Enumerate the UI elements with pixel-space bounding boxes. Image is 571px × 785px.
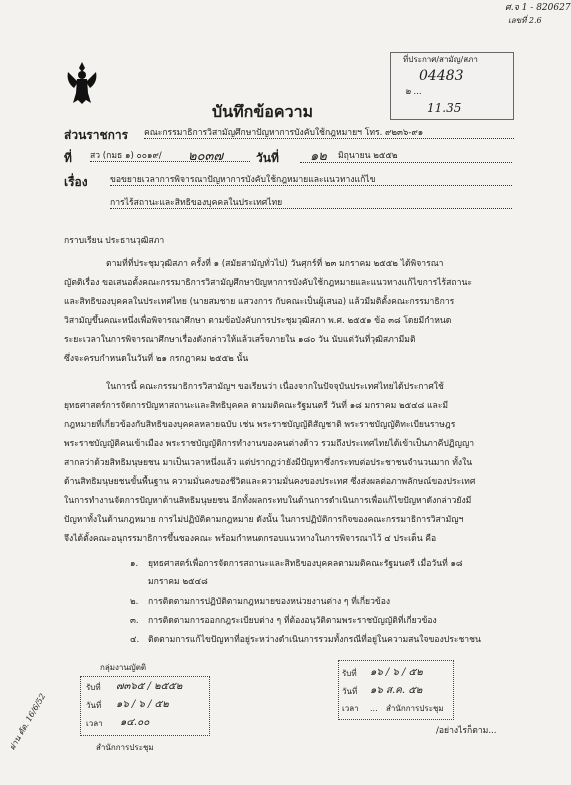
list-item: การติดตามการปฏิบัติตามกฎหมายของหน่วยงานต่าง ๆ ที่เกี่ยวข้อง [148,597,391,607]
department-label: ส่วนราชการ [64,128,129,142]
paragraph-line: กฎหมายที่เกี่ยวข้องกับสิทธิของบุคคลหลายฉบับ เช่น พระราชบัญญัติสัญชาติ พระราชบัญญัติทะเบียนราษฎร [64,420,456,430]
right-stamp-date-value: ๑๖ ส.ค. ๕๒ [370,685,423,696]
paragraph-line: และสิทธิของบุคคลในประเทศไทย (นายสมชาย แสวงการ กับคณะเป็นผู้เสนอ) แล้วมีมติตั้งคณะกรรมาธิการ [64,297,455,307]
salutation: กราบเรียน ประธานวุฒิสภา [64,236,165,246]
paragraph-line: สากลว่าด้วยสิทธิมนุษยชน มาเป็นเวลาหนึ่งแล้ว แต่ปรากฏว่ายังมีปัญหาซึ่งกระทบต่อประชาชนจำนวนมาก ทั้งใน [64,458,473,468]
date-label: วันที่ [256,151,279,165]
left-stamp-recv-value: ๗๓๖๕ / ๒๕๕๒ [116,681,183,692]
paragraph-line: ปัญหาทั้งในด้านกฎหมาย การไม่ปฏิบัติตามกฎหมาย ดังนั้น ในการปฏิบัติการกิจของคณะกรรมาธิการวิสามัญฯ [64,515,464,525]
left-stamp-recv-label: รับที่ [86,683,101,692]
right-stamp-recv-label: รับที่ [342,669,357,678]
receipt-stamp [390,52,514,120]
left-stamp-heading: กลุ่มงานญัตติ [100,663,147,672]
right-receiving-stamp [338,660,454,722]
continued-marker: /อย่างไรก็ตาม... [436,726,497,736]
margin-handwritten-note: ผ่าน ตัด. 16/6/52 [7,691,48,752]
corner-page-number: เลขที่ 2.6 [508,16,542,25]
paragraph-line: ตามที่ที่ประชุมวุฒิสภา ครั้งที่ ๑ (สมัยสามัญทั่วไป) วันศุกร์ที่ ๒๓ มกราคม ๒๕๕๒ ได้พิจารณา [106,259,444,269]
left-stamp-office: สำนักการประชุม [96,743,154,752]
date-day-handwritten: ๑๒ [310,149,327,164]
subject-label: เรื่อง [64,175,88,189]
reference-label: ที่ [64,151,72,165]
department-value: คณะกรรมาธิการวิสามัญศึกษาปัญหาการบังคับใช้กฎหมายฯ โทร. ๙๒๓๖-๙๑ [144,129,514,139]
right-stamp-date-label: วันที่ [342,687,358,696]
paragraph-line: พระราชบัญญัติคนเข้าเมือง พระราชบัญญัติการทำงานของคนต่างด้าว รวมถึงประเทศไทยได้เข้าเป็นภาคีปฏิญญา [64,439,475,449]
paragraph-line: ระยะเวลาในการพิจารณาศึกษาเรื่องดังกล่าวให้แล้วเสร็จภายใน ๑๘๐ วัน นับแต่วันที่วุฒิสภามีมติ [64,335,416,345]
corner-code: ศ.จ 1 - 820627 [505,3,571,13]
list-item-number: ๑. [130,559,139,569]
paragraph-line: ในการทำงานจัดการปัญหาด้านสิทธิมนุษยชน อีกทั้งผลกระทบในด้านการดำเนินการเพื่อแก้ไขปัญหาดังกล่าวยังมี [64,496,472,506]
list-item: ติดตามการแก้ไขปัญหาที่อยู่ระหว่างดำเนินการรวมทั้งกรณีที่อยู่ในความสนใจของประชาชน [148,635,481,645]
list-item: การติดตามการออกกฎระเบียบต่าง ๆ ที่ต้องอนุวัติตามพระราชบัญญัติที่เกี่ยวข้อง [148,616,437,626]
right-stamp-recv-value: ๑๖ / ๖ / ๕๒ [370,667,423,678]
date-line [300,152,512,163]
garuda-emblem-icon [64,60,100,106]
list-item-number: ๓. [130,616,139,626]
right-stamp-office: สำนักการประชุม [386,704,444,713]
paragraph-line: ญัตติเรื่อง ขอเสนอตั้งคณะกรรมาธิการวิสามัญศึกษาปัญหาการบังคับใช้กฎหมายและแนวทางแก้ไขการไร้สถานะ [64,278,472,288]
paragraph-line: จึงได้ตั้งคณะอนุกรรมาธิการขึ้นชองคณะ พร้อมกำหนดกรอบแนวทางในการพิจารณาไว้ ๔ ประเด็น คือ [64,534,437,544]
left-stamp-date-label: วันที่ [86,701,102,710]
paragraph-line: ในการนี้ คณะกรรมาธิการวิสามัญฯ ขอเรียนว่า เนื่องจากในปัจจุบันประเทศไทยได้ประกาศใช้ [106,382,444,392]
receipt-stamp-time: 11.35 [427,101,462,115]
list-item: ยุทธศาสตร์เพื่อการจัดการสถานะและสิทธิของบุคคลตามมติคณะรัฐมนตรี เมื่อวันที่ ๑๘ [148,559,463,569]
left-stamp-time-value: ๑๔.๐๐ [120,717,150,728]
date-value: มิถุนายน ๒๕๕๒ [338,151,398,161]
memo-title: บันทึกข้อความ [212,102,314,121]
receipt-stamp-heading: ที่ประกาศ/สามัญ/สภา [403,55,478,64]
list-item-continuation: มกราคม ๒๕๔๘ [148,577,208,587]
left-receiving-stamp [80,662,210,760]
subject-line-1: ขอขยายเวลาการพิจารณาปัญหาการบังคับใช้กฎหมายและแนวทางแก้ไข [110,176,512,186]
left-stamp-time-label: เวลา [86,719,103,728]
left-stamp-date-value: ๑๖ / ๖ / ๕๒ [116,699,169,710]
paragraph-line: วิสามัญขึ้นคณะหนึ่งเพื่อพิจารณาศึกษา ตามข้อบังคับการประชุมวุฒิสภา พ.ศ. ๒๕๕๑ ข้อ ๓๘ โดยมีกำหนด [64,316,452,326]
paragraph-line: ซึ่งจะครบกำหนดในวันที่ ๒๑ กรกฎาคม ๒๕๕๒ นั้น [64,354,249,364]
reference-value: สว (กมธ ๑) ๐๐๑๙/ [90,152,250,162]
paragraph-line: ยุทธศาสตร์การจัดการปัญหาสถานะและสิทธิบุคคล ตามมติคณะรัฐมนตรี วันที่ ๑๘ มกราคม ๒๕๔๘ และมี [64,401,449,411]
receipt-stamp-date: ๒ ... [405,87,422,97]
right-stamp-time-value: ... [370,704,378,713]
list-item-number: ๒. [130,597,139,607]
reference-number-handwritten: ๒๐๓๗ [188,149,224,164]
receipt-stamp-number: 04483 [419,68,464,84]
list-item-number: ๔. [130,635,140,645]
paragraph-line: ด้านสิทธิมนุษยชนขั้นพื้นฐาน ความมั่นคงของชีวิตและความมั่นคงของประเทศ ซึ่งส่งผลต่อภาพลักษณ์ของประเทศ [64,477,476,487]
right-stamp-time-label: เวลา [342,704,359,713]
subject-line-2: การไร้สถานะและสิทธิของบุคคลในประเทศไทย [110,199,512,209]
